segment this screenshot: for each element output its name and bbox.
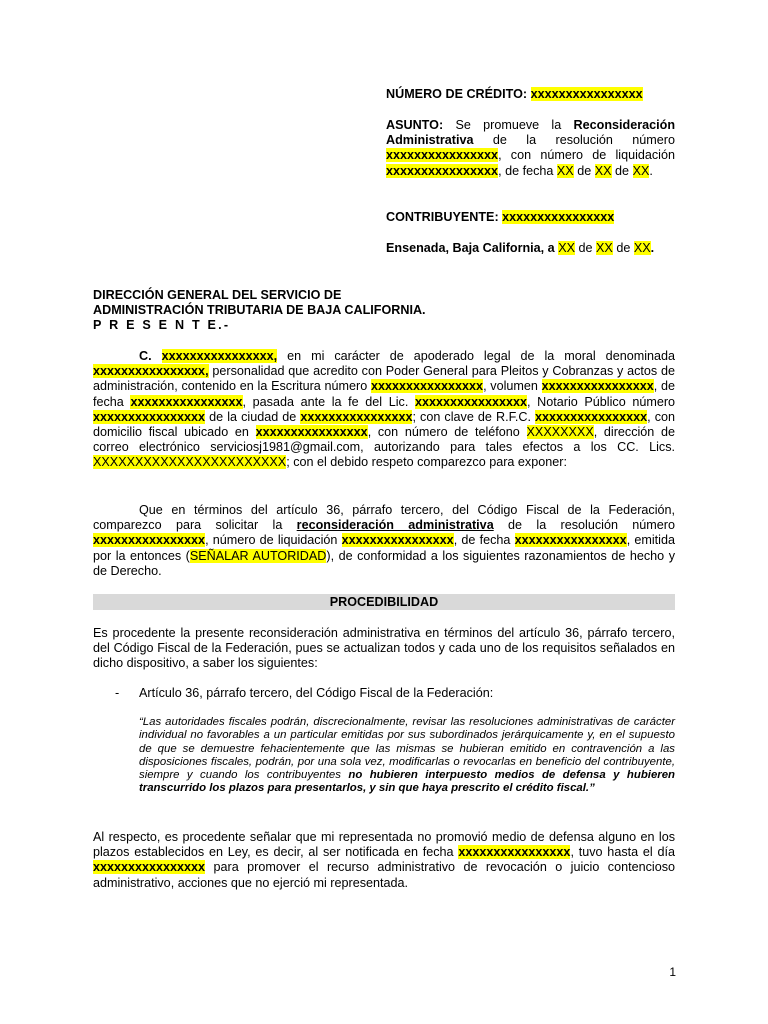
addressee-line-1: DIRECCIÓN GENERAL DEL SERVICIO DE xyxy=(93,288,342,302)
credit-number-line xyxy=(386,87,675,102)
paragraph-text: personalidad que acredito con Poder General para Pleitos y Cobranzas y actos de administración, contenido en la Escritura número xyxy=(93,364,676,394)
address-placeholder: xxxxxxxxxxxxxxxx xyxy=(255,425,368,440)
paragraph-text: , de fecha xyxy=(453,533,511,548)
taxpayer-label: CONTRIBUYENTE: xyxy=(386,210,499,224)
paragraph-procedibility: Es procedente la presente reconsideración administrativa en términos del artículo 36, párrafo tercero, del Código Fiscal de la Federación, pues se actualizan todos y cada uno de los requisitos señalados en dicho dispositivo, a saber los siguientes: xyxy=(93,626,675,671)
deadline-date-placeholder: xxxxxxxxxxxxxxxx xyxy=(93,860,206,875)
request-emphasis: reconsideración administrativa xyxy=(296,518,494,533)
credit-number-value: xxxxxxxxxxxxxxxx xyxy=(530,87,643,101)
subject-text: de xyxy=(577,163,592,178)
date-placeholder: XX xyxy=(556,163,574,178)
liquidation-number-placeholder: xxxxxxxxxxxxxxxx xyxy=(341,533,454,548)
company-placeholder: xxxxxxxxxxxxxxxx, xyxy=(93,364,209,379)
bullet-dash: - xyxy=(115,686,120,700)
bullet-text: Artículo 36, párrafo tercero, del Código Fiscal de la Federación: xyxy=(139,686,494,700)
page-number: 1 xyxy=(669,965,676,979)
subject-text: , de fecha xyxy=(498,163,554,178)
resolution-number-placeholder: xxxxxxxxxxxxxxxx xyxy=(93,533,206,548)
date-placeholder: XX xyxy=(632,163,650,178)
paragraph-text: Al respecto, es procedente señalar que mi representada no promovió medio de defensa alguno en los plazos establecidos en Ley, es decir, al ser notificada en fecha xyxy=(93,830,675,860)
place-text: de xyxy=(578,241,593,255)
quote-text: “Las autoridades fiscales podrán, discrecionalmente, revisar las resoluciones administrativas de carácter individual no favorables a un particular emitidas por sus subordinados jerárquicamente y, en el supuesto de que se demuestre fehacientemente que las mismas se hubieran emitido en contravención a las disposiciones fiscales, podrán, por una sola vez, modificarlas o revocarlas en beneficio del contribuyente, siempre y cuando los contribuyentes xyxy=(139,716,675,782)
place-date-line xyxy=(386,241,675,256)
paragraph-text: , pasada ante la fe del Lic. xyxy=(242,394,409,409)
paragraph-text: , número de liquidación xyxy=(205,533,338,548)
addressee-line-3: P R E S E N T E.- xyxy=(93,318,231,332)
subject-text: de la resolución número xyxy=(492,133,675,148)
taxpayer-line xyxy=(386,210,675,225)
paragraph-text: de la resolución número xyxy=(508,518,675,533)
paragraph-text: , con número de teléfono xyxy=(367,425,520,440)
date-placeholder: XX xyxy=(633,241,651,255)
addressee-line-2: ADMINISTRACIÓN TRIBUTARIA DE BAJA CALIFORNIA. xyxy=(93,303,426,317)
notification-date-placeholder: xxxxxxxxxxxxxxxx xyxy=(458,845,571,860)
phone-placeholder: XXXXXXXX xyxy=(526,425,594,440)
section-heading-procedibilidad: PROCEDIBILIDAD xyxy=(93,594,675,610)
quote-emphasis: no hubieren interpuesto medios de defensa y hubieren transcurrido los plazos para presentarlos, y sin que haya prescrito el crédito fiscal.” xyxy=(139,769,676,795)
attorneys-placeholder: XXXXXXXXXXXXXXXXXXXXXXX xyxy=(93,455,287,470)
paragraph-text: ; con clave de R.F.C. xyxy=(412,409,531,424)
name-placeholder: xxxxxxxxxxxxxxxx, xyxy=(161,349,278,363)
deed-number-placeholder: xxxxxxxxxxxxxxxx xyxy=(370,379,484,394)
paragraph-conclusion xyxy=(93,830,675,891)
taxpayer-value: xxxxxxxxxxxxxxxx xyxy=(502,210,615,224)
subject-text: Se promueve la xyxy=(455,118,562,132)
paragraph-text: , de fecha xyxy=(93,379,676,409)
paragraph-personality xyxy=(93,349,675,471)
place-text: . xyxy=(650,241,655,255)
city-placeholder: xxxxxxxxxxxxxxxx xyxy=(300,409,413,424)
paragraph-text: , volumen xyxy=(483,379,538,394)
notary-number-placeholder: xxxxxxxxxxxxxxxx xyxy=(93,409,206,424)
subject-emphasis: Reconsideración Administrativa xyxy=(386,118,676,148)
liquidation-number-placeholder: xxxxxxxxxxxxxxxx xyxy=(386,163,499,178)
paragraph-text: Que en términos del artículo 36, párrafo tercero, del Código Fiscal de la Federación, comparezco para solicitar la xyxy=(93,503,675,533)
date-placeholder: XX xyxy=(558,241,575,255)
date-placeholder: XX xyxy=(594,163,612,178)
subject-text: de xyxy=(615,163,630,178)
legal-quote xyxy=(139,716,675,796)
paragraph-request xyxy=(93,503,675,579)
resolution-number-placeholder: xxxxxxxxxxxxxxxx xyxy=(386,148,499,163)
deed-date-placeholder: xxxxxxxxxxxxxxxx xyxy=(130,394,243,409)
notary-name-placeholder: xxxxxxxxxxxxxxxx xyxy=(414,394,528,409)
place-text: de xyxy=(616,241,631,255)
subject-block xyxy=(386,118,675,179)
paragraph-text: en mi carácter de apoderado legal de la moral denominada xyxy=(287,349,676,363)
paragraph-text: de la ciudad de xyxy=(209,409,297,424)
date-placeholder: xxxxxxxxxxxxxxxx xyxy=(514,533,627,548)
subject-text: , con número de liquidación xyxy=(498,148,675,163)
date-placeholder: XX xyxy=(596,241,613,255)
paragraph-text: , emitida por la entonces ( xyxy=(93,533,675,563)
subject-text: . xyxy=(649,163,653,178)
credit-number-label: NÚMERO DE CRÉDITO: xyxy=(386,87,528,101)
paragraph-text: , con domicilio fiscal ubicado en xyxy=(93,409,676,440)
paragraph-text: , dirección de correo electrónico serviciosj1981@gmail.com, autorizando para tales efectos a los CC. Lics. xyxy=(93,425,676,455)
paragraph-text: para promover el recurso administrativo de revocación o juicio contencioso administrativo, acciones que no ejerció mi representada. xyxy=(93,860,675,890)
subject-label: ASUNTO: xyxy=(386,118,444,132)
authority-placeholder: SEÑALAR AUTORIDAD xyxy=(189,548,327,563)
place-text: Ensenada, Baja California, a xyxy=(386,241,555,255)
paragraph-text: ), de conformidad a los siguientes razonamientos de hecho y de Derecho. xyxy=(93,548,675,578)
rfc-placeholder: xxxxxxxxxxxxxxxx xyxy=(535,409,648,424)
paragraph-text: , tuvo hasta el día xyxy=(570,845,675,860)
paragraph-text: , Notario Público número xyxy=(527,394,676,409)
citizen-label: C. xyxy=(139,349,152,363)
volume-placeholder: xxxxxxxxxxxxxxxx xyxy=(541,379,654,394)
paragraph-text: ; con el debido respeto comparezco para exponer: xyxy=(286,455,567,470)
